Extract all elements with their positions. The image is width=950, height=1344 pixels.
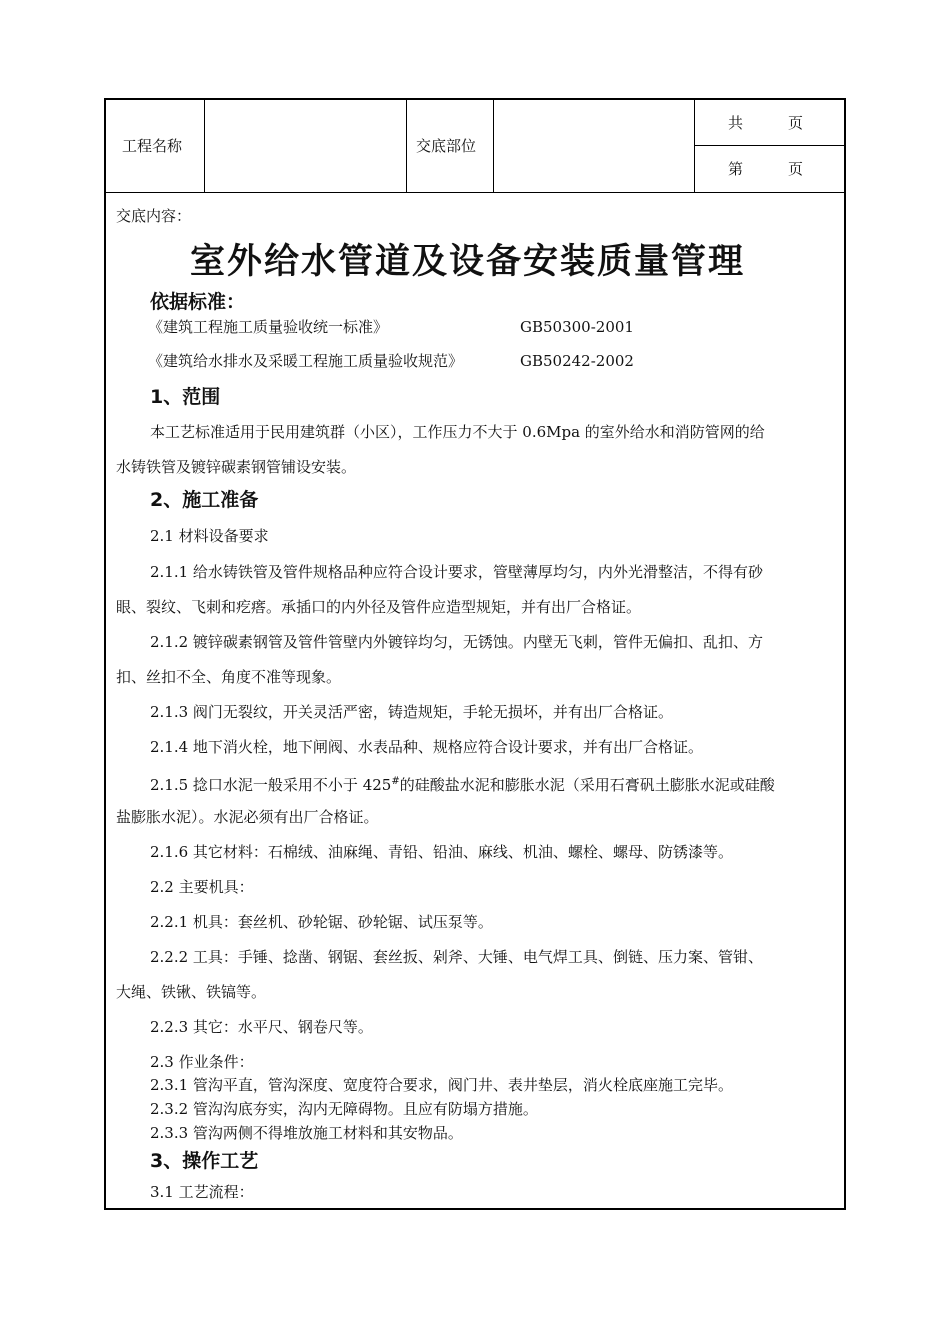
- paragraph-line: 2.1.6 其它材料：石棉绒、油麻绳、青铅、铅油、麻线、机油、螺栓、螺母、防锈漆等。: [150, 843, 733, 861]
- paragraph-line: 3.1 工艺流程：: [150, 1183, 254, 1201]
- paragraph-line: 2.1 材料设备要求: [150, 527, 269, 545]
- divider: [406, 100, 407, 192]
- paragraph-line: 盐膨胀水泥）。水泥必须有出厂合格证。: [116, 808, 379, 826]
- section-heading: 2、施工准备: [150, 489, 259, 511]
- paragraph-line: 眼、裂纹、飞刺和疙瘩。承插口的内外径及管件应造型规矩，并有出厂合格证。: [116, 598, 642, 616]
- basis-standard-name: 《建筑给水排水及采暖工程施工质量验收规范》: [148, 352, 464, 370]
- grade-mark: #: [391, 776, 400, 787]
- divider: [204, 100, 205, 192]
- divider: [493, 100, 494, 192]
- paragraph-line: 2.1.1 给水铸铁管及管件规格品种应符合设计要求，管壁薄厚均匀，内外光滑整洁，不得有砂: [150, 563, 763, 581]
- paragraph-line: 2.2 主要机具：: [150, 878, 254, 896]
- basis-standard-code: GB50242-2002: [520, 352, 634, 370]
- basis-standard-name: 《建筑工程施工质量验收统一标准》: [148, 318, 389, 336]
- text-fragment: 2.1.5 捻口水泥一般采用不小于 425: [150, 776, 392, 794]
- paragraph-line: 大绳、铁锹、铁镐等。: [116, 983, 267, 1001]
- total-pages: 共 页: [728, 114, 804, 132]
- basis-heading: 依据标准：: [150, 291, 246, 313]
- paragraph-line: 2.1.4 地下消火栓，地下闸阀、水表品种、规格应符合设计要求，并有出厂合格证。: [150, 738, 703, 756]
- paragraph-line: 2.1.3 阀门无裂纹，开关灵活严密，铸造规矩，手轮无损坏，并有出厂合格证。: [150, 703, 673, 721]
- content-label: 交底内容：: [116, 207, 192, 225]
- paragraph-line: 2.3.2 管沟沟底夯实，沟内无障碍物。且应有防塌方措施。: [150, 1100, 538, 1118]
- position-label: 交底部位: [416, 137, 477, 155]
- divider: [694, 100, 695, 192]
- basis-standard-code: GB50300-2001: [520, 318, 634, 336]
- disclosure-form: [104, 98, 846, 1210]
- paragraph-line: 2.3 作业条件：: [150, 1053, 254, 1071]
- section-heading: 1、范围: [150, 386, 221, 408]
- paragraph-line: 2.2.3 其它：水平尺、钢卷尺等。: [150, 1018, 373, 1036]
- paragraph-line: 水铸铁管及镀锌碳素钢管铺设安装。: [116, 458, 357, 476]
- paragraph-line: 2.3.1 管沟平直，管沟深度、宽度符合要求，阀门井、表井垫层，消火栓底座施工完毕。: [150, 1076, 733, 1094]
- paragraph-line: 扣、丝扣不全、角度不准等现象。: [116, 668, 342, 686]
- section-heading: 3、操作工艺: [150, 1150, 259, 1172]
- page-number: 第 页: [728, 160, 804, 178]
- text-fragment: 的硅酸盐水泥和膨胀水泥（采用石膏矾土膨胀水泥或硅酸: [399, 776, 775, 794]
- paragraph-line: 2.3.3 管沟两侧不得堆放施工材料和其安物品。: [150, 1124, 463, 1142]
- paragraph-line: [150, 772, 775, 795]
- form-header: [106, 100, 844, 193]
- paragraph-line: 2.2.2 工具：手锤、捻凿、钢锯、套丝扳、剁斧、大锤、电气焊工具、倒链、压力案、管钳、: [150, 948, 763, 966]
- divider: [694, 145, 844, 146]
- paragraph-line: 2.1.2 镀锌碳素钢管及管件管壁内外镀锌均匀，无锈蚀。内壁无飞刺，管件无偏扣、乱扣、方: [150, 633, 763, 651]
- paragraph-line: 本工艺标准适用于民用建筑群（小区），工作压力不大于 0.6Mpa 的室外给水和消防管网的给: [150, 423, 765, 441]
- project-name-label: 工程名称: [122, 137, 183, 155]
- paragraph-line: 2.2.1 机具：套丝机、砂轮锯、砂轮锯、试压泵等。: [150, 913, 493, 931]
- page-title: 室外给水管道及设备安装质量管理: [190, 242, 746, 282]
